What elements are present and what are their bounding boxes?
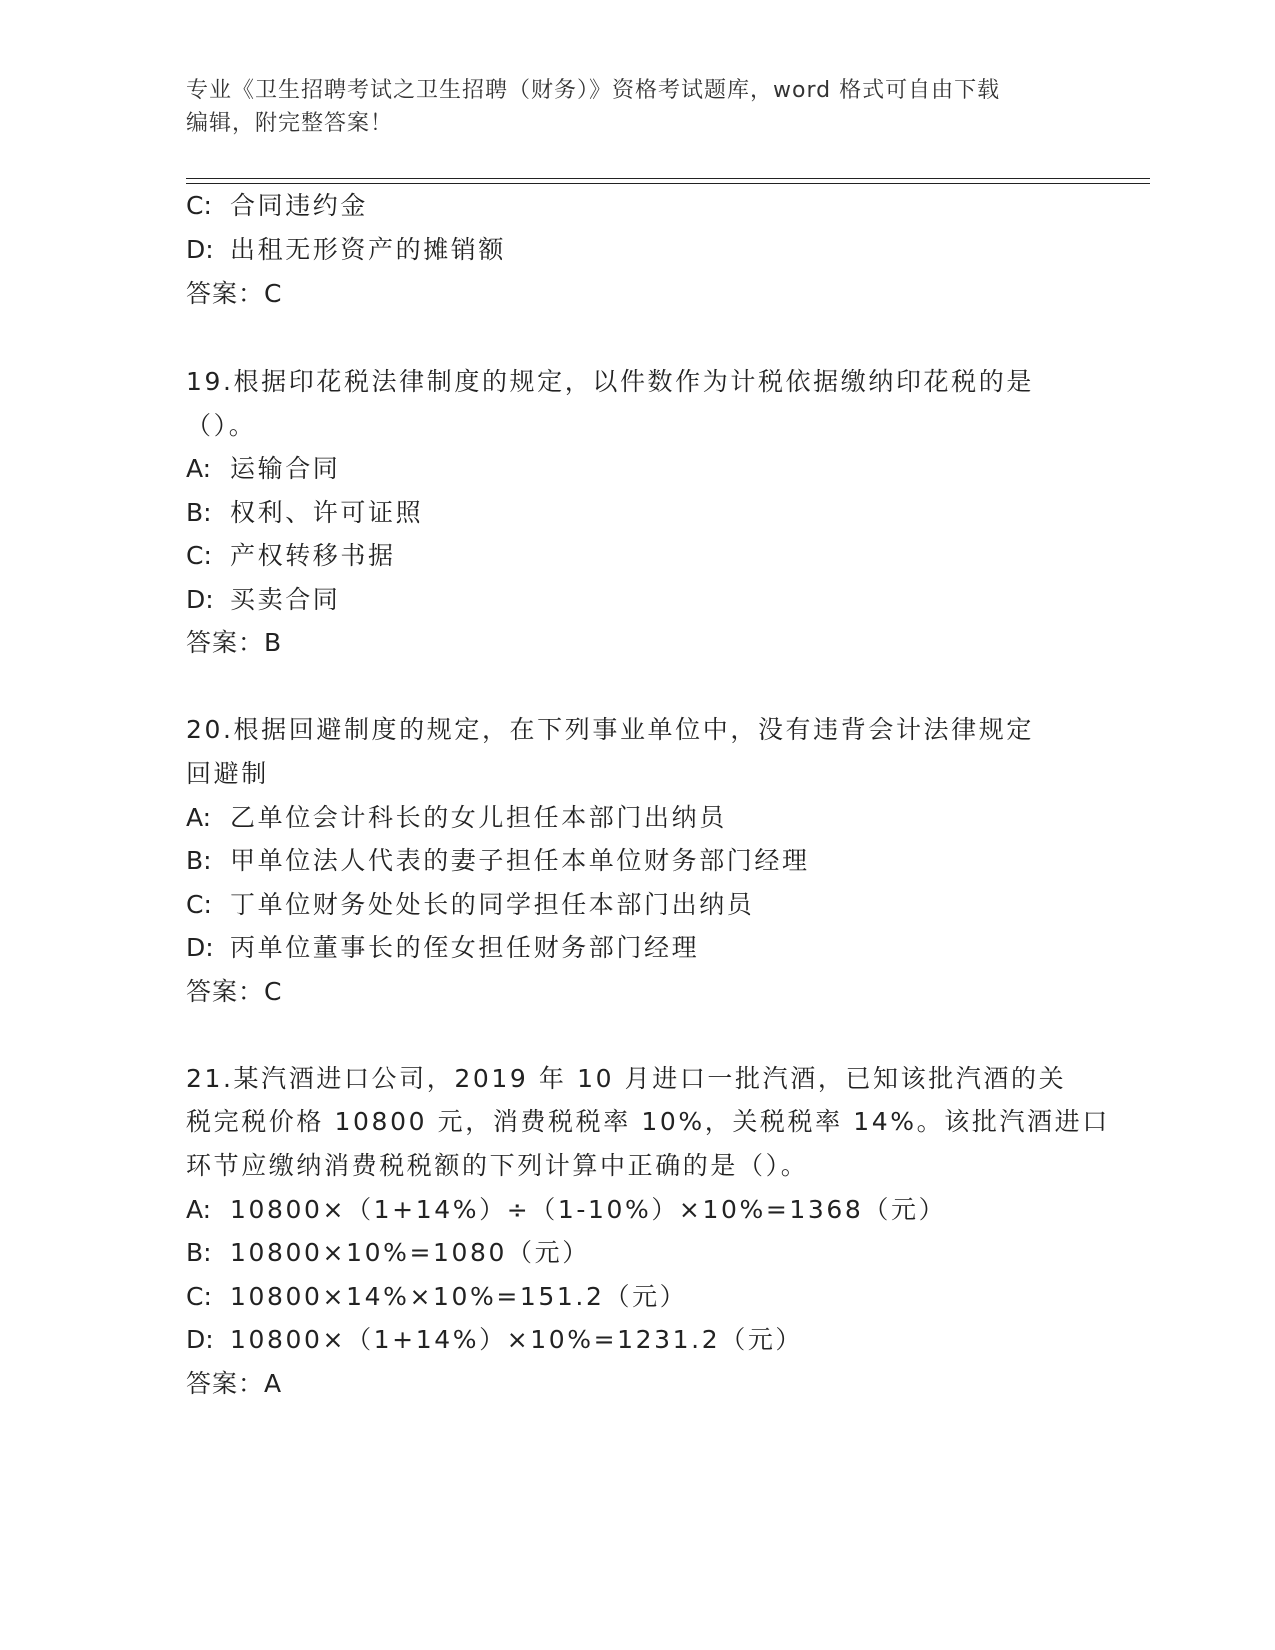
option-label: D: [186,933,214,962]
q21-stem-line-2: 税完税价格 10800 元，消费税税率 10%，关税税率 14%。该批汽酒进口 [186,1107,1110,1136]
q19-stem-line-1: 19.根据印花税法律制度的规定，以件数作为计税依据缴纳印花税的是 [186,367,1034,396]
option-label: C: [186,191,212,220]
option-label: D: [186,1325,214,1354]
option-text: 甲单位法人代表的妻子担任本单位财务部门经理 [230,846,810,875]
option-text: 丙单位董事长的侄女担任财务部门经理 [230,933,700,962]
header-divider-bottom [186,183,1150,184]
option-text: 买卖合同 [230,585,341,614]
q19-option-c [186,540,1086,572]
option-label: C: [186,890,212,919]
option-text: 丁单位财务处处长的同学担任本部门出纳员 [230,890,755,919]
option-text: 权利、许可证照 [230,498,424,527]
option-label: D: [186,585,214,614]
q21-stem-line-3: 环节应缴纳消费税税额的下列计算中正确的是（）。 [186,1151,809,1180]
q18-option-c [186,190,1086,222]
option-label: B: [186,1238,212,1267]
option-text: 10800×10%=1080（元） [230,1238,590,1267]
option-text: 产权转移书据 [230,541,396,570]
q20-option-d [186,932,1086,964]
document-header [186,74,1086,140]
q21-option-a [186,1194,1086,1226]
option-label: B: [186,846,212,875]
q20-option-c [186,889,1086,921]
option-text: 10800×（1+14%）×10%=1231.2（元） [230,1325,804,1354]
option-label: A: [186,1195,212,1224]
option-text: 合同违约金 [230,191,369,220]
q19-stem-line-2: （）。 [186,411,257,440]
header-divider-top [186,178,1150,179]
q21-option-b [186,1237,1086,1269]
q19-answer: 答案：B [186,628,283,657]
option-label: C: [186,1282,212,1311]
option-text: 10800×14%×10%=151.2（元） [230,1282,688,1311]
q21-option-c [186,1281,1086,1313]
option-text: 乙单位会计科长的女儿担任本部门出纳员 [230,803,727,832]
q19-option-b [186,497,1086,529]
q21-answer: 答案：A [186,1369,283,1398]
option-label: B: [186,498,212,527]
q20-option-b [186,845,1086,877]
q20-option-a [186,802,1086,834]
option-text: 10800×（1+14%）÷（1-10%）×10%=1368（元） [230,1195,947,1224]
q18-option-d [186,234,1086,266]
q19-option-a [186,453,1086,485]
q18-answer: 答案：C [186,279,283,308]
q20-stem-line-2: 回避制 [186,759,269,788]
option-text: 出租无形资产的摊销额 [230,235,507,264]
option-label: A: [186,454,212,483]
q20-stem-line-1: 20.根据回避制度的规定，在下列事业单位中，没有违背会计法律规定 [186,715,1034,744]
option-label: D: [186,235,214,264]
option-label: A: [186,803,212,832]
option-label: C: [186,541,212,570]
q21-stem-line-1: 21.某汽酒进口公司，2019 年 10 月进口一批汽酒，已知该批汽酒的关 [186,1064,1067,1093]
header-line-2: 编辑，附完整答案！ [186,111,394,136]
header-line-1: 专业《卫生招聘考试之卫生招聘（财务）》资格考试题库，word 格式可自由下载 [186,78,1001,103]
q21-option-d [186,1324,1086,1356]
option-text: 运输合同 [230,454,341,483]
q19-option-d [186,584,1086,616]
q20-answer: 答案：C [186,977,283,1006]
